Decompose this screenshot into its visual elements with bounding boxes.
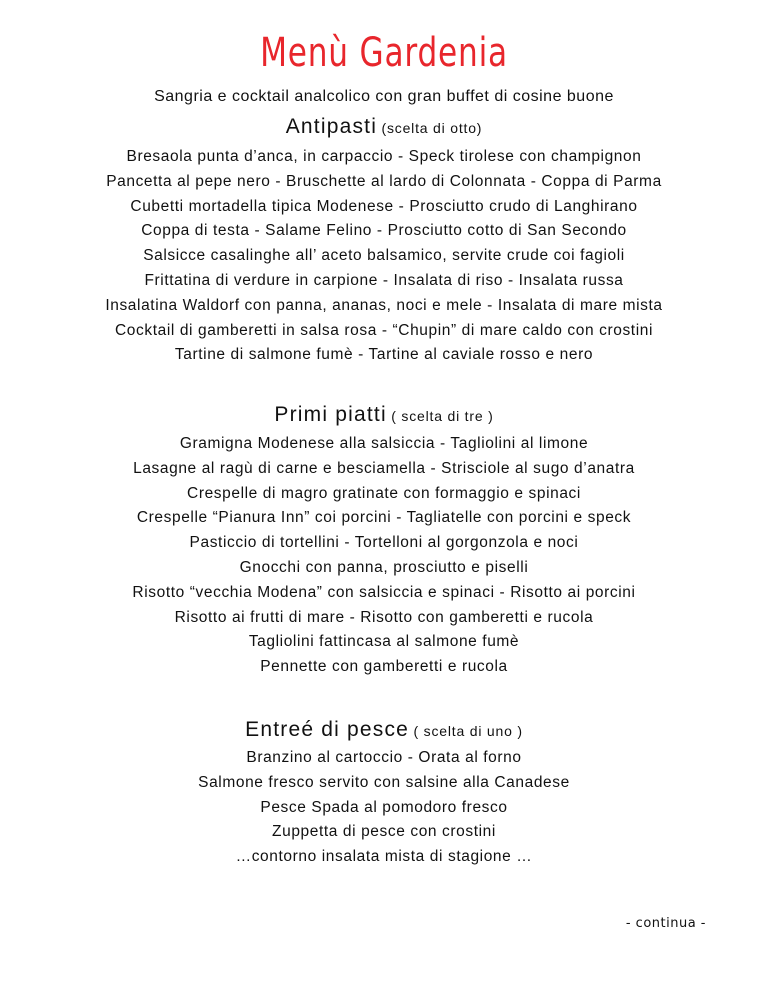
primi-line: Crespelle di magro gratinate con formaggio e spinaci (187, 484, 581, 502)
entree-list (0, 746, 768, 870)
antipasti-list (0, 145, 768, 368)
antipasti-line: Tartine di salmone fumè - Tartine al caviale rosso e nero (174, 346, 594, 364)
antipasti-line: Bresaola punta d’anca, in carpaccio - Speck tirolese con champignon (126, 148, 642, 165)
entree-heading (0, 718, 768, 742)
primi-list (0, 432, 768, 680)
primi-line: Gnocchi con panna, prosciutto e piselli (239, 558, 529, 576)
antipasti-line: Insalatina Waldorf con panna, ananas, noci e mele - Insalata di mare mista (105, 296, 663, 314)
menu-subtitle: Sangria e cocktail analcolico con gran buffet di cosine buone (154, 88, 614, 105)
primi-title: Primi piatti (274, 403, 387, 426)
primi-line: Pennette con gamberetti e rucola (260, 658, 508, 676)
antipasti-line: Frittatina di verdure in carpione - Insalata di riso - Insalata russa (144, 271, 624, 289)
entree-line: Zuppetta di pesce con crostini (272, 823, 496, 841)
antipasti-line: Pancetta al pepe nero - Bruschette al lardo di Colonnata - Coppa di Parma (106, 172, 662, 190)
antipasti-line: Cocktail di gamberetti in salsa rosa - “Chupin” di mare caldo con crostini (114, 321, 654, 339)
continua-note: - continua - (625, 916, 706, 931)
primi-line: Risotto ai frutti di mare - Risotto con gamberetti e rucola (174, 608, 594, 626)
primi-line: Crespelle “Pianura Inn” coi porcini - Tagliatelle con porcini e speck (136, 509, 632, 527)
entree-note: ( scelta di uno ) (413, 723, 523, 739)
entree-line: Pesce Spada al pomodoro fresco (260, 798, 508, 816)
antipasti-line: Cubetti mortadella tipica Modenese - Prosciutto crudo di Langhirano (130, 197, 638, 215)
primi-line: Pasticcio di tortellini - Tortelloni al gorgonzola e noci (189, 534, 579, 552)
antipasti-line: Coppa di testa - Salame Felino - Prosciutto cotto di San Secondo (141, 222, 627, 240)
entree-line: Branzino al cartoccio - Orata al forno (246, 749, 522, 766)
primi-line: Risotto “vecchia Modena” con salsiccia e spinaci - Risotto ai porcini (132, 583, 636, 601)
primi-note: ( scelta di tre ) (391, 408, 494, 424)
antipasti-line: Salsicce casalinghe all’ aceto balsamico, servite crude coi fagioli (143, 247, 625, 265)
antipasti-note: (scelta di otto) (381, 120, 483, 136)
antipasti-heading (0, 115, 768, 139)
menu-title: Menù Gardenia (260, 30, 508, 76)
primi-line: Tagliolini fattincasa al salmone fumè (248, 633, 520, 651)
entree-line: …contorno insalata mista di stagione … (235, 848, 533, 866)
primi-line: Gramigna Modenese alla salsiccia - Tagliolini al limone (179, 435, 589, 452)
entree-title: Entreé di pesce (245, 718, 410, 741)
entree-line: Salmone fresco servito con salsine alla Canadese (198, 773, 570, 791)
primi-heading (0, 403, 768, 427)
antipasti-title: Antipasti (285, 115, 378, 138)
primi-line: Lasagne al ragù di carne e besciamella - Strisciole al sugo d’anatra (133, 459, 635, 477)
